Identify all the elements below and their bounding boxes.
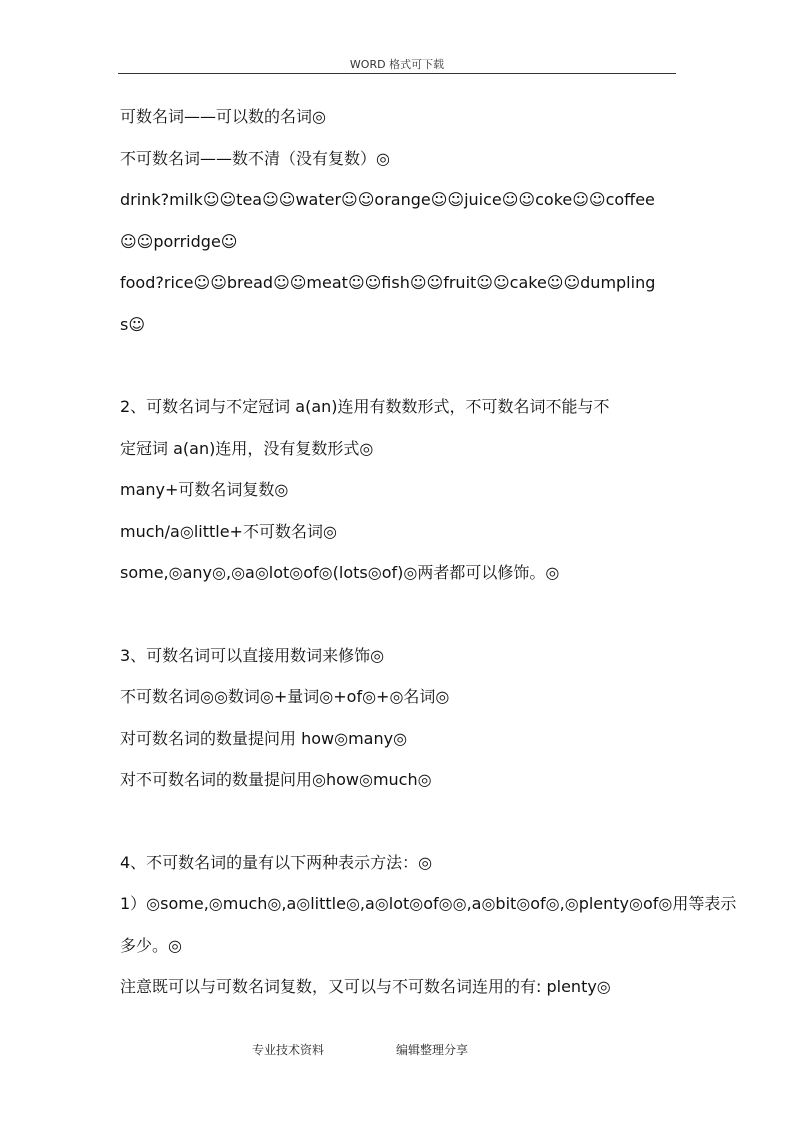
text-line: 4、不可数名词的量有以下两种表示方法：◎	[120, 852, 433, 872]
footer-left-text: 专业技术资料	[252, 1043, 325, 1057]
text-line: 多少。◎	[120, 935, 182, 955]
text-line: food?rice☺☺bread☺☺meat☺☺fish☺☺fruit☺☺cake☺☺dumpling	[120, 273, 656, 292]
document-body	[120, 96, 737, 1008]
text-line: 对不可数名词的数量提问用◎how◎much◎	[120, 770, 432, 789]
text-line: 2、可数名词与不定冠词 a(an)连用有数数形式，不可数名词不能与不	[120, 397, 610, 416]
text-line: drink?milk☺☺tea☺☺water☺☺orange☺☺juice☺☺coke☺☺coffee	[120, 190, 655, 209]
page-header: WORD 格式可下载	[349, 58, 445, 71]
text-line: 可数名词——可以数的名词◎	[120, 107, 326, 126]
header-rule	[118, 73, 676, 74]
text-line: ☺☺porridge☺	[120, 231, 238, 251]
text-line: some,◎any◎,◎a◎lot◎of◎(lots◎of)◎两者都可以修饰。◎	[120, 563, 560, 582]
text-line: many+可数名词复数◎	[120, 480, 289, 499]
text-line: 对可数名词的数量提问用 how◎many◎	[120, 728, 408, 748]
paragraph-gap	[120, 345, 676, 386]
footer-right-text: 编辑整理分享	[396, 1043, 469, 1057]
text-line: s☺	[120, 314, 146, 334]
text-line: 不可数名词◎◎数词◎+量词◎+of◎+◎名词◎	[120, 687, 450, 706]
text-line: 1）◎some,◎much◎,a◎little◎,a◎lot◎of◎◎,a◎bit◎of◎,◎plenty◎of◎用等表示	[120, 894, 737, 913]
text-line: 注意既可以与可数名词复数，又可以与不可数名词连用的有: plenty◎	[120, 977, 611, 996]
text-line: much/a◎little+不可数名词◎	[120, 521, 337, 541]
paragraph-gap	[120, 594, 676, 635]
text-line: 3、可数名词可以直接用数词来修饰◎	[120, 645, 385, 665]
text-line: 不可数名词——数不清（没有复数）◎	[120, 148, 390, 168]
text-line: 定冠词 a(an)连用，没有复数形式◎	[120, 438, 374, 458]
paragraph-gap	[120, 801, 676, 842]
